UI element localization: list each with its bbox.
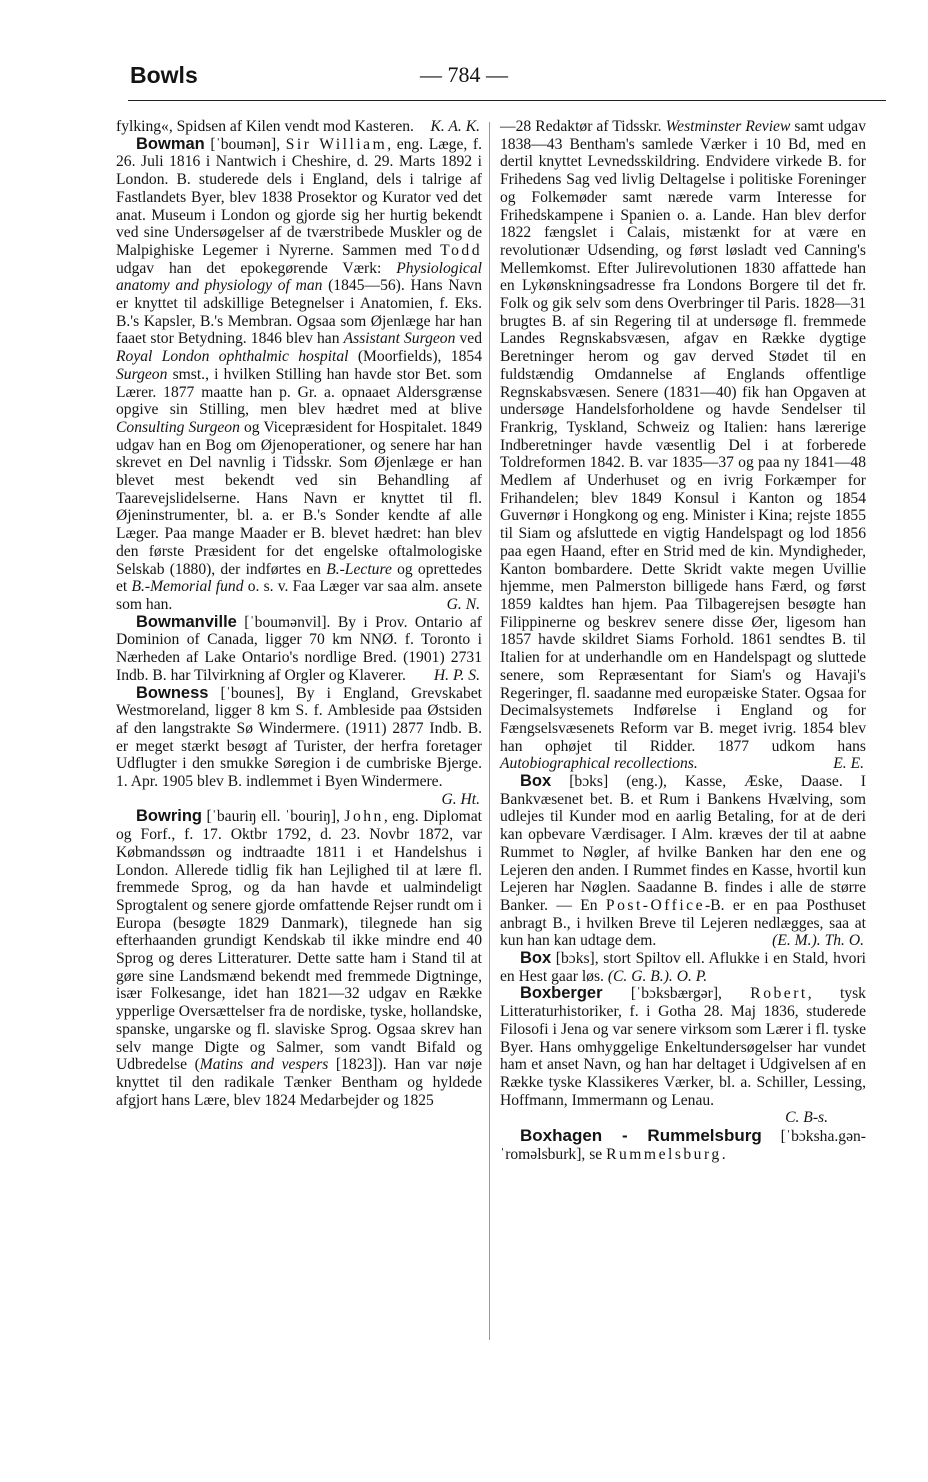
entry-continuation: fylking«, Spidsen af Kilen vendt mod Kasteren. K. A. K. <box>116 118 480 135</box>
author-signature: G. N. <box>446 595 480 613</box>
cross-reference: Rummelsburg <box>606 1145 722 1163</box>
entry-bowman: Bowman [ˈboumən], Sir William, eng. Læge, f. 26. Juli 1816 i Nantwich i Cheshire, d. 29. Marts 1892 i London. B. studerede dels i England, dels i talrige af Fastlandets Byer, blev 1838 Prosektor og Kurator ved det anat. Museum i London og gjorde sig her hurtig bekendt ved sine Undersøgelser af de tværstribede Muskler og de Malpighiske Legemer i Nyrerne. Sammen med Todd udgav han det epokegørende Værk: Physiological anatomy and physiology of man (1845—56). Hans Navn er knyttet til adskillige Betegnelser i Anatomien, f. Eks. B.'s Kapsler, B.'s Membran. Ogsaa som Øjenlæge har han faaet stor Betydning. 1846 blev han Assistant Surgeon ved Royal London ophthalmic hospital (Moorfields), 1854 Surgeon smst., i hvilken Stilling han havde stor Bet. som Lærer. 1877 maatte han p. Gr. a. opnaaet Aldersgrænse opgive sin Stilling, men blev hædret med at blive Consulting Surgeon og Vicepræsident for Hospitalet. 1849 udgav han en Bog om Øjenoperationer, og senere har han skrevet en Del navnlig i Tidsskr. Som Øjenlæge er han blevet mest bekendt ved sin Behandling af Taarevejslidelserne. Hans Navn er knyttet til fl. Øjeninstrumenter, bl. a. er B.'s Sonder kendte af alle Læger. Paa mange Maader er B. blevet hædret: han blev den første Præsident for det engelske oftalmologiske Selskab (1880), der indførtes en B.-Lecture og oprettedes et B.-Memorial fund o. s. v. Faa Læger var saa alm. ansete som han. G. N. <box>116 134 483 613</box>
author-signature: (C. G. B.). O. P. <box>607 967 708 985</box>
entry-bowring: Bowring [ˈbauriŋ ell. ˈbouriŋ], John, eng. Diplomat og Forf., f. 17. Oktbr 1792, d. 23. Novbr 1872, var Købmandssøn og indtraadte 1811 i et Handelshus i London. Allerede tidlig fik han Lejlighed til at lære fl. fremmede Sprog, og da han havde et ualmindeligt Sprogtalent og senere gjorde omfattende Rejser rundt om i Europa (besøgte 1829 Danmark), tilegnede han sig efterhaanden grundigt Kendskab til ikke mindre end 40 Sprog og deres Litteraturer. Dette satte ham i Stand til at gøre sine Landsmænd bekendt med fremmede Digtninge, især Folkesange, idet han 1821—32 udgav en Række ypperlige Oversættelser fra de nordiske, tyske, hollandske, spanske, ungarske og fl. slaviske Sprog. Ogsaa skrev han selv mange Digte og Salmer, som vandt Bifald og Udbredelse (Matins and vespers [1823]). Han var nøje knyttet til den radikale Tænker Bentham og hyldede afgjort hans Lære, blev 1824 Medarbejder og 1825 <box>116 807 482 1109</box>
entry-bowness: Bowness [ˈbounes], By i England, Grevskabet Westmoreland, ligger 8 km S. f. Ambleside paa Østsiden af den langstrakte Sø Windermere. (1911) 2877 Indb. B. er meget stærkt besøgt af Turister, der herfra foretager Udflugter i den smukke Søregion i de cumbriske Bjerge. 1. Apr. 1905 blev B. indlemmet i Byen Windermere. G. Ht. <box>116 683 482 808</box>
header-rule <box>128 100 886 101</box>
headword: Bowmanville <box>136 612 237 631</box>
headword: Boxhagen - Rummelsburg <box>520 1126 762 1146</box>
headword: Bowness <box>136 683 209 702</box>
entry-bowmanville: Bowmanville [ˈboumənvil]. By i Prov. Ontario af Dominion of Canada, ligger 70 km NNØ. f. Toronto i Nærheden af Lake Ontario's nordlige Bred. (1901) 2731 Indb. B. har Tilvirkning af Orgler og Klaverer. H. P. S. <box>116 612 482 684</box>
author-signature: H. P. S. <box>433 666 480 684</box>
headword: Box <box>520 949 552 968</box>
author-signature: K. A. K. <box>430 118 480 135</box>
entry-bowring-continued: —28 Redaktør af Tidsskr. Westminster Review samt udgav 1838—43 Bentham's samlede Værker i 10 Bd, med en dertil knyttet Levnedsskildring. Endvidere virkede B. for Frihedens Sag ved livlig Deltagelse i politiske Foreninger og Folkemøder samt nærede varm Interesse for Frihedskampene i Spanien o. a. Lande. Han blev derfor 1822 fængslet i Calais, mistænkt for at være en revolutionær Udsending, og først løsladt ved Canning's Mellemkomst. Efter Julirevolutionen 1830 affattede han en Lykønskningsadresse fra Londons Borgere til det fr. Folk og gik selv som dens Overbringer til Paris. 1828—31 brugtes B. af sin Regering til at undersøge fl. fremmede Landes Regnskabsvæsen, afgav en Række dygtige Beretninger herom og gav derved Stødet til en fuldstændig Omdannelse af Englands offentlige Regnskabsvæsen. Senere (1831—40) fik han Opgaven at undersøge Handelsforholdene og havde Sendelser til Frankrig, Tyskland, Schweiz og Italien: hans lærerige Indberetninger havde væsentlig Del i at forberede Toldreformen 1842. B. var 1835—37 og paa ny 1841—48 Medlem af Underhuset og en ivrig Forkæmper for Frihandelen; blev 1849 Konsul i Kanton og 1854 Guvernør i Hongkong og eng. Minister i Kina; rejste 1855 til Siam og afsluttede en vigtig Handelspagt og lod 1856 paa egen Haand, efter en Strid med de kin. Myndigheder, Kanton bombardere. Dette Skridt vakte megen Uvillie hjemme, men Palmerston billigede hans Færd, og først 1859 kaldtes han hjem. Paa Tilbagerejsen besøgte han Filippinerne og beskrev senere disse Øer, ligesom han 1857 havde skildret Siams Forhold. 1861 sendtes B. til Italien for at underhandle om en Handelspagt og sluttede senere, som Repræsentant for Siam's og Havaji's Regeringer, fl. saadanne med europæiske Stater. Ogsaa for Decimalsystemets Indførelse i England og for Fængselsvæsenets Reform var B. meget ivrig. 1854 blev han ophøjet til Ridder. 1877 udkom hans Autobiographical recollections. E. E. <box>500 118 867 773</box>
headword: Bowman <box>136 134 205 153</box>
entry-boxberger: Boxberger [ˈbɔksbærgər], Robert, tysk Litteraturhistoriker, f. i Gotha 28. Maj 1836, studerede Filosofi i Jena og var senere virksom som Lærer i fl. tyske Byer. Hans omhyggelige Enkeltundersøgelser har vundet ham et anset Navn, og han har deltaget i Udgivelsen af en Række tyske Klassikeres Værker, bl. a. Schiller, Lessing, Hoffmann, Immermann og Lenau. C. B-s. <box>500 984 866 1127</box>
author-signature: C. B-s. <box>785 1109 828 1127</box>
entry-boxhagen-rummelsburg: Boxhagen - Rummelsburg [ˈbɔksha.gən-ˈroməlsburk], se Rummelsburg. <box>500 1126 866 1163</box>
page-number: — 784 — <box>420 62 508 87</box>
right-column <box>500 118 866 1163</box>
headword: Boxberger <box>520 984 603 1003</box>
column-divider <box>489 122 490 1340</box>
left-column <box>116 118 482 1109</box>
running-head-word: Bowls <box>130 62 198 88</box>
author-signature: (E. M.). Th. O. <box>772 932 864 950</box>
author-signature: E. E. <box>833 755 864 773</box>
headword: Box <box>520 772 552 791</box>
headword: Bowring <box>136 807 202 826</box>
entry-box-stall: Box [bɔks], stort Spiltov ell. Aflukke i en Stald, hvori en Hest gaar løs. (C. G. B.). O. P. <box>500 949 866 985</box>
author-signature: G. Ht. <box>441 790 480 808</box>
entry-box-bank: Box [bɔks] (eng.), Kasse, Æske, Daase. I Bankvæsenet bet. B. et Rum i Bankens Hvælving, som udlejes til Kunder mod en aarlig Betaling, for at de deri kan opbevare Værdisager. I Alm. kræves der til at aabne Rummet to Nøgler, af hvilke Banken har den ene og Lejeren den anden. I Rummet findes en Kasse, hvortil kun Lejeren har Nøglen. Saadanne B. findes i alle de større Banker. — En Post-Office-B. er en paa Posthuset anbragt B., i hvilken Breve til Lejeren nedlægges, saa at kun han kan udtage dem. (E. M.). Th. O. <box>500 772 866 950</box>
